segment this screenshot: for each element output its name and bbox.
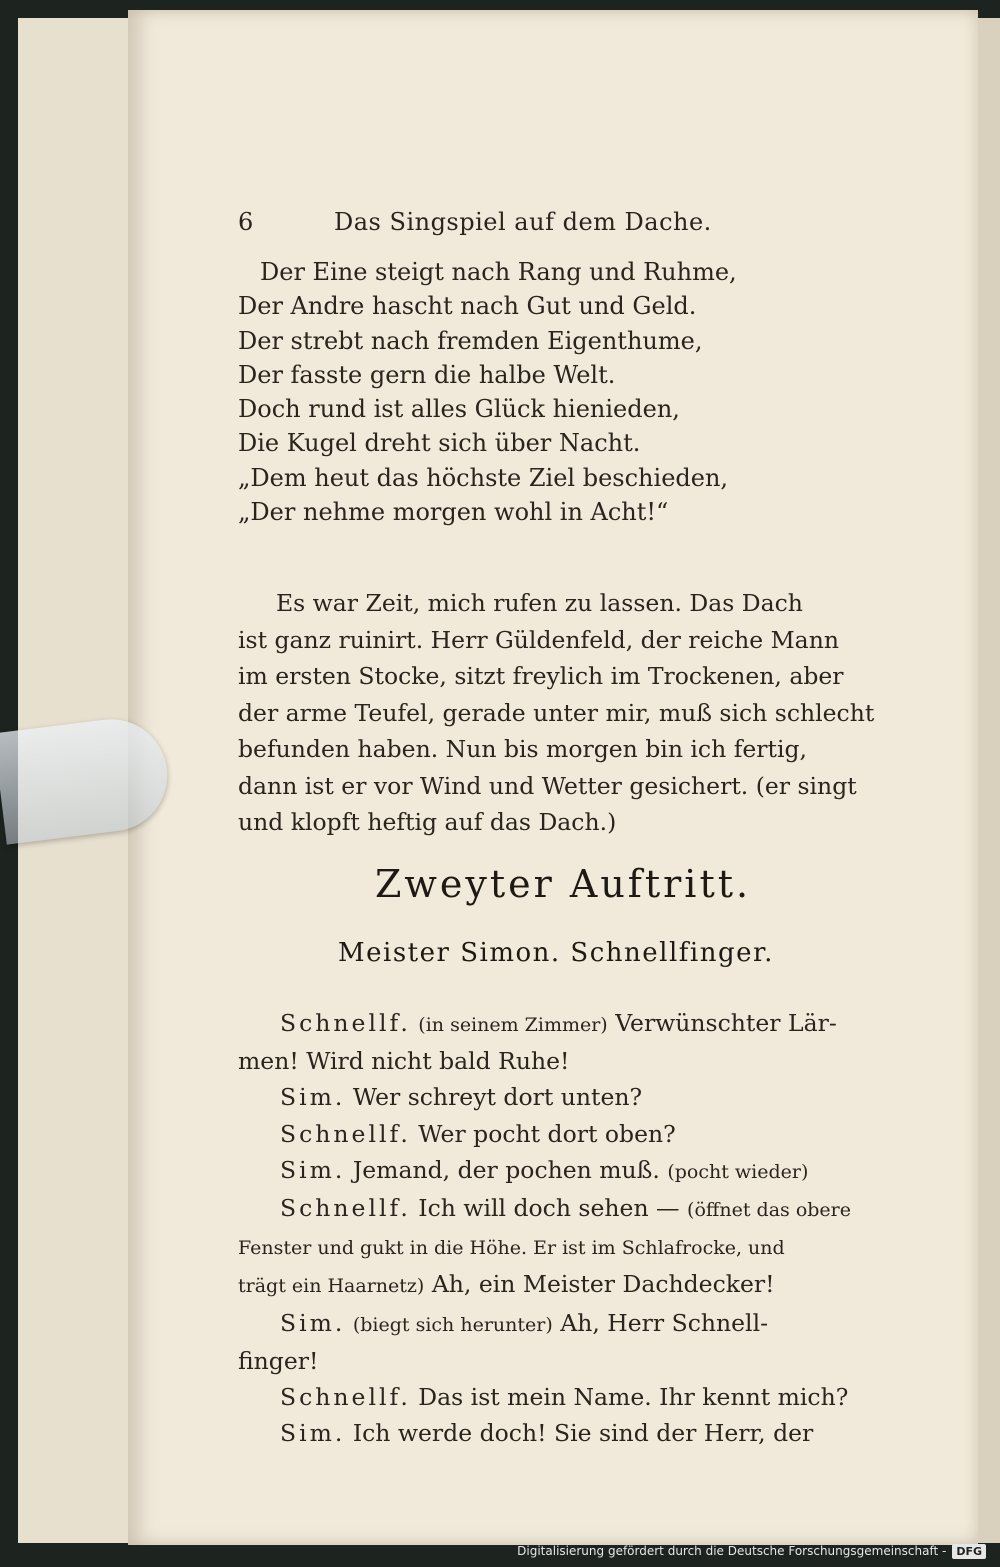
speaker-name: Sim. xyxy=(280,1419,346,1448)
poem-line: „Der nehme morgen wohl in Acht!“ xyxy=(238,498,669,527)
dialogue-text: Das ist mein Name. Ihr kennt mich? xyxy=(418,1383,849,1412)
dialogue-text: Ich werde doch! Sie sind der Herr, der xyxy=(352,1419,814,1448)
poem-line: Die Kugel dreht sich über Nacht. xyxy=(238,429,641,458)
footer-credit: Digitalisierung gefördert durch die Deutsche Forschungsgemeinschaft - xyxy=(517,1544,947,1558)
dialogue-text: men! Wird nicht bald Ruhe! xyxy=(238,1047,570,1076)
prose-paragraph xyxy=(238,585,908,841)
speaker-name: Sim. xyxy=(280,1308,346,1337)
dialogue-line xyxy=(238,1190,908,1228)
prose-line: ist ganz ruinirt. Herr Güldenfeld, der reiche Mann xyxy=(238,625,839,654)
prose-line: Es war Zeit, mich rufen zu lassen. Das Dach xyxy=(276,589,803,617)
prose-line: dann ist er vor Wind und Wetter gesichert. (er singt xyxy=(238,771,857,800)
dialogue-text: Jemand, der pochen muß. xyxy=(352,1155,660,1184)
prose-line: der arme Teufel, gerade unter mir, muß sich schlecht xyxy=(238,698,875,727)
poem-line: Der strebt nach fremden Eigenthume, xyxy=(238,326,703,355)
dialogue-text: finger! xyxy=(238,1346,319,1375)
poem-line: Der Andre hascht nach Gut und Geld. xyxy=(238,292,697,321)
dialogue-line xyxy=(238,1415,908,1451)
stage-direction: (öffnet das obere xyxy=(687,1199,852,1222)
dialogue xyxy=(238,1005,908,1451)
prose-line: und klopft heftig auf das Dach.) xyxy=(238,808,617,836)
stage-direction: (in seinem Zimmer) xyxy=(418,1014,608,1036)
speaker-name: Schnellf. xyxy=(280,1009,411,1037)
poem-line: Doch rund ist alles Glück hienieden, xyxy=(238,395,680,424)
dialogue-text: Wer pocht dort oben? xyxy=(418,1119,676,1148)
speaker-name: Schnellf. xyxy=(280,1119,411,1148)
dialogue-line xyxy=(238,1228,908,1266)
poem-line: Der Eine steigt nach Rang und Ruhme, xyxy=(260,258,737,286)
speaker-name: Schnellf. xyxy=(280,1383,411,1412)
page-number: 6 xyxy=(238,208,254,236)
stage-direction: (biegt sich herunter) xyxy=(352,1313,553,1336)
prose-line: befunden haben. Nun bis morgen bin ich fertig, xyxy=(238,735,808,763)
speaker-name: Sim. xyxy=(280,1083,346,1112)
stage-direction: Fenster und gukt in die Höhe. Er ist im Schlafrocke, und xyxy=(238,1237,785,1260)
speaker-name: Schnellf. xyxy=(280,1194,411,1223)
dialogue-text: Wer schreyt dort unten? xyxy=(352,1083,643,1112)
poem-line: „Dem heut das höchste Ziel beschieden, xyxy=(238,463,729,492)
dialogue-text: Ah, Herr Schnell- xyxy=(560,1308,769,1337)
dialogue-line xyxy=(238,1005,908,1043)
stage-direction: trägt ein Haarnetz) xyxy=(238,1275,425,1298)
prose-line: im ersten Stocke, sitzt freylich im Trockenen, aber xyxy=(238,662,844,690)
dfg-logo: DFG xyxy=(952,1544,986,1559)
dialogue-text: Ich will doch sehen — xyxy=(418,1194,680,1223)
dialogue-text: Verwünschter Lär- xyxy=(615,1009,837,1037)
dialogue-line xyxy=(238,1266,908,1304)
dialogue-line xyxy=(238,1116,908,1152)
dialogue-line xyxy=(238,1043,908,1079)
stage-direction: (pocht wieder) xyxy=(667,1160,809,1183)
dialogue-line xyxy=(238,1305,908,1343)
running-title: Das Singspiel auf dem Dache. xyxy=(334,208,712,236)
page-header xyxy=(238,208,898,248)
scene-characters: Meister Simon. Schnellfinger. xyxy=(338,938,774,968)
poem-line: Der fasste gern die halbe Welt. xyxy=(238,360,616,389)
dialogue-line xyxy=(238,1152,908,1190)
dialogue-text: Ah, ein Meister Dachdecker! xyxy=(431,1270,775,1299)
dialogue-line xyxy=(238,1343,908,1379)
dialogue-line xyxy=(238,1079,908,1115)
dialogue-line xyxy=(238,1379,908,1415)
poem-stanza xyxy=(238,255,938,529)
scene-heading: Zweyter Auftritt. xyxy=(375,862,752,906)
digitization-footer xyxy=(517,1541,986,1561)
speaker-name: Sim. xyxy=(280,1155,346,1184)
